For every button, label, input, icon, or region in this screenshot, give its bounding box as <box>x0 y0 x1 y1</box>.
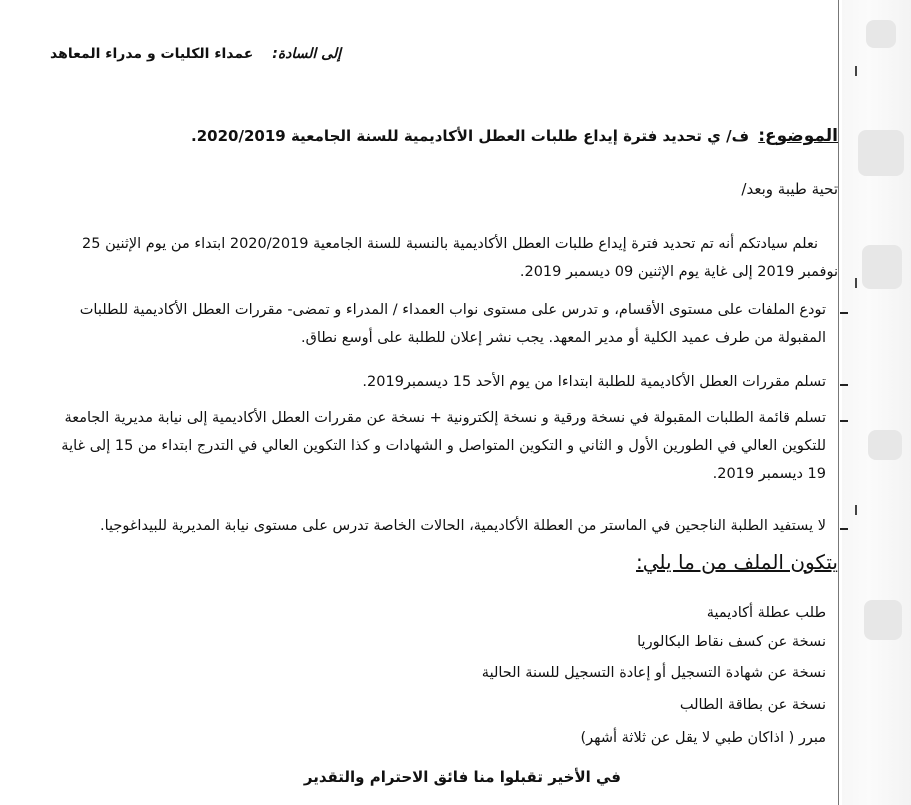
scan-smudge <box>868 430 902 460</box>
addressee-label: إلى السادة: <box>272 46 341 62</box>
bullet-line: للتكوين العالي في الطورين الأول و الثاني و التكوين المتواصل و الشهادات و كذا التكوين العالي في التدرج ابتداء من 15 إلى غاية <box>61 438 826 454</box>
scan-margin-shade <box>842 0 911 805</box>
intro-line: نوفمبر 2019 إلى غاية يوم الإثنين 09 ديسمبر 2019. <box>519 264 838 280</box>
subject-value: ف/ ي تحديد فترة إيداع طلبات العطل الأكاديمية للسنة الجامعية 2020/2019. <box>191 127 749 145</box>
file-item: نسخة عن شهادة التسجيل أو إعادة التسجيل للسنة الحالية <box>481 665 826 681</box>
bullet-item <box>61 404 826 488</box>
scan-smudge <box>866 20 896 48</box>
file-item: نسخة عن كسف نقاط البكالوريا <box>637 634 826 650</box>
bullet-dash <box>840 384 848 386</box>
margin-tick <box>855 278 857 288</box>
addressee-value: عمداء الكليات و مدراء المعاهد <box>50 46 254 62</box>
margin-tick <box>855 505 857 515</box>
margin-tick <box>855 66 857 76</box>
intro-line: نعلم سيادتكم أنه تم تحديد فترة إيداع طلبات العطل الأكاديمية بالنسبة للسنة الجامعية 2020/2019 ابتداء من يوم الإثنين 25 <box>82 236 818 252</box>
scan-smudge <box>858 130 904 176</box>
file-item: نسخة عن بطاقة الطالب <box>679 697 826 713</box>
closing-line: في الأخير تقبلوا منا فائق الاحترام والتقدير <box>303 768 621 786</box>
addressee-line <box>50 46 341 62</box>
bullet-line: 19 ديسمبر 2019. <box>712 466 826 482</box>
greeting: تحية طيبة وبعد/ <box>741 180 838 198</box>
bullet-dash <box>840 528 848 530</box>
bullet-line: تسلم مقررات العطل الأكاديمية للطلبة ابتداءا من يوم الأحد 15 ديسمبر2019. <box>362 374 826 390</box>
bullet-line: تودع الملفات على مستوى الأقسام، و تدرس على مستوى نواب العمداء / المدراء و تمضى- مقررات العطل الأكاديمية للطلبات <box>79 302 826 318</box>
bullet-dash <box>840 312 848 314</box>
file-item: مبرر ( اذاكان طبي لا يقل عن ثلاثة أشهر) <box>580 730 826 746</box>
bullet-item <box>362 368 826 396</box>
bullet-line: المقبولة من طرف عميد الكلية أو مدير المعهد. يجب نشر إعلان للطلبة على أوسع نطاق. <box>300 330 826 346</box>
bullet-item <box>100 512 826 540</box>
scan-smudge <box>862 245 902 289</box>
page-edge-line <box>838 0 839 805</box>
file-heading: يتكون الملف من ما يلي: <box>636 550 838 574</box>
bullet-dash <box>840 420 848 422</box>
file-item: طلب عطلة أكاديمية <box>706 605 826 621</box>
subject-line <box>191 126 838 146</box>
bullet-line: تسلم قائمة الطلبات المقبولة في نسخة ورقية و نسخة إلكترونية + نسخة عن مقررات العطل الأكاديمية إلى نيابة مديرية الجامعة <box>64 410 826 426</box>
subject-label: الموضوع: <box>758 126 838 146</box>
bullet-line: لا يستفيد الطلبة الناجحين في الماستر من العطلة الأكاديمية، الحالات الخاصة تدرس على مستوى نيابة المديرية للبيداغوجيا. <box>99 518 826 534</box>
intro-paragraph <box>82 230 838 286</box>
bullet-item <box>80 296 826 352</box>
scan-smudge <box>864 600 902 640</box>
